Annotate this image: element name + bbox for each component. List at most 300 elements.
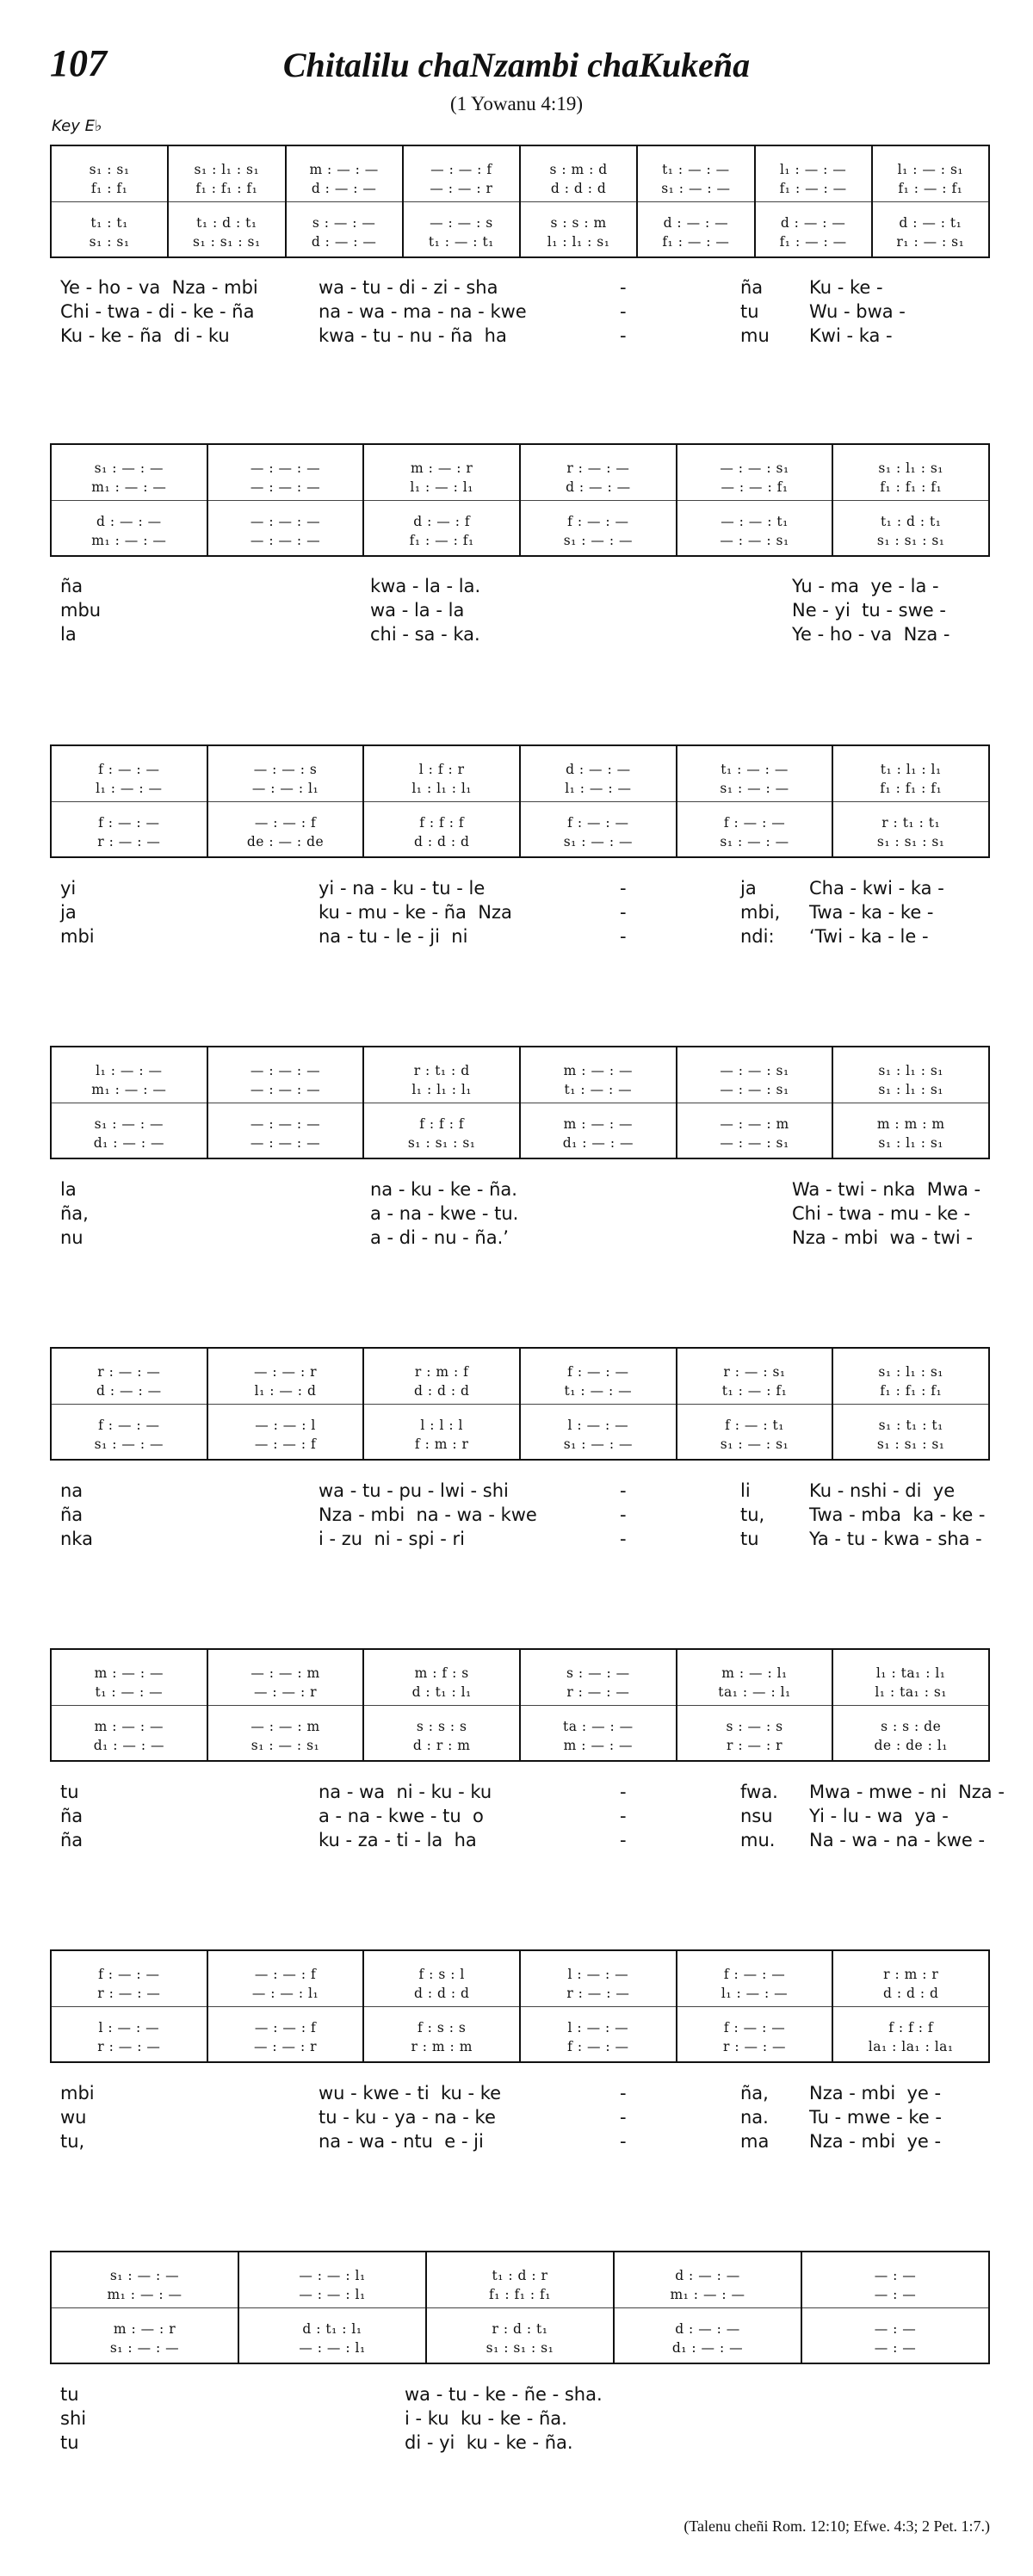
solfa-line: d : d : d [413, 1383, 470, 1399]
solfa-line: s₁ : — : — [661, 181, 731, 196]
solfa-line: d₁ : — : — [562, 1135, 634, 1151]
solfa-line: f : — : — [567, 1364, 629, 1380]
solfa-line: m : m : m [876, 1116, 945, 1132]
solfa-line: r : — : — [97, 834, 161, 849]
lyric-segment: Ku - ke - ña di - ku [60, 325, 230, 346]
solfa-line: d : — : — [566, 762, 631, 777]
solfa-line: m₁ : — : — [91, 533, 167, 548]
measure [52, 1047, 207, 1158]
hymn-title: Chitalilu chaNzambi chaKukeña [282, 46, 751, 84]
lyric-segment: mbu [60, 600, 102, 621]
lyric-line [60, 2105, 990, 2129]
lyric-segment: Kwi - ka - [809, 325, 893, 346]
solfa-line: f : — : — [98, 815, 160, 831]
measure [207, 1349, 363, 1459]
solfa-line: de : de : l₁ [874, 1738, 948, 1753]
solfa-line: — : — : f [254, 1436, 317, 1452]
solfa-line: — : — [874, 2268, 917, 2283]
lyric-segment: i - ku ku - ke - ña. [405, 2408, 567, 2429]
lyric-line [60, 1479, 990, 1503]
lyric-segment: ku - mu - ke - ña Nza [319, 902, 512, 923]
solfa-line: d : r : m [412, 1738, 471, 1753]
lyric-segment: Ku - nshi - di ye [809, 1480, 956, 1501]
solfa-line: f : — : — [98, 1967, 160, 1982]
solfa-line: s₁ : s₁ : s₁ [486, 2340, 554, 2356]
measure [207, 445, 363, 555]
solfa-line: — : — : m [720, 1116, 789, 1132]
solfa-line: s₁ : l₁ : s₁ [878, 1364, 944, 1380]
solfa-line: d : — : — [663, 215, 729, 231]
solfa-line: s₁ : — : — [720, 781, 789, 796]
solfa-line: — : — : l₁ [299, 2287, 366, 2302]
solfa-line: — : — [874, 2287, 917, 2302]
solfa-line: f : — : — [98, 1418, 160, 1433]
measure [362, 1349, 519, 1459]
lyric-segment: tu [740, 301, 759, 322]
solfa-line: — : — : — [250, 533, 321, 548]
lyrics-block [60, 1780, 1005, 1852]
solfa-line: r : — : — [566, 1986, 630, 2001]
measure [207, 1650, 363, 1760]
lyric-segment: - [620, 325, 627, 346]
solfa-line: t₁ : — : t₁ [428, 234, 494, 250]
lyric-segment: ma [740, 2131, 770, 2152]
solfa-line: s₁ : — : — [109, 2340, 180, 2356]
measure [754, 146, 871, 256]
solfa-line: s₁ : l₁ : s₁ [194, 162, 260, 177]
solfa-line: — : — : — [250, 514, 321, 529]
solfa-line: — : — : l₁ [299, 2268, 366, 2283]
lyric-segment: nsu [740, 1806, 773, 1826]
solfa-line: f₁ : f₁ : f₁ [880, 479, 943, 495]
solfa-line: t₁ : — : — [95, 1684, 164, 1700]
solfa-line: s : — : s [726, 1719, 783, 1734]
lyric-segment: ja [740, 878, 757, 899]
lyric-line [60, 1804, 990, 1828]
lyric-segment: Tu - mwe - ke - [809, 2107, 942, 2128]
solfa-line: s₁ : — : — [563, 533, 634, 548]
lyric-segment: shi [60, 2408, 87, 2429]
solfa-line: r : — : — [566, 460, 630, 476]
lyric-segment: nu [60, 1227, 84, 1248]
lyric-segment: - [620, 277, 627, 298]
solfa-line: s₁ : — : s₁ [251, 1738, 320, 1753]
measure [832, 445, 988, 555]
lyric-segment: a - di - nu - ña.’ [370, 1227, 509, 1248]
solfa-line: d : — : — [96, 1383, 162, 1399]
lyric-segment: Ne - yi tu - swe - [792, 600, 946, 621]
solfa-line: f₁ : — : — [779, 234, 847, 250]
lyric-line [60, 2382, 990, 2406]
solfa-line: t₁ : l₁ : l₁ [880, 762, 942, 777]
music-staff [50, 1648, 990, 1762]
solfa-line: l₁ : — : s₁ [897, 162, 964, 177]
solfa-line: — : — : t₁ [721, 514, 789, 529]
solfa-line: l₁ : — : — [721, 1986, 789, 2001]
music-staff [50, 744, 990, 858]
solfa-line: d : — : f [413, 514, 471, 529]
measure [676, 1349, 832, 1459]
solfa-line: m : — : l₁ [721, 1665, 788, 1681]
measure [832, 1650, 988, 1760]
lyric-segment: mu [740, 325, 770, 346]
solfa-line: l₁ : — : — [565, 781, 632, 796]
lyric-segment: na - ku - ke - ña. [370, 1179, 517, 1200]
solfa-line: l₁ : — : — [779, 162, 847, 177]
lyric-segment: Ye - ho - va Nza - mbi [60, 277, 258, 298]
solfa-line: f₁ : — : — [662, 234, 730, 250]
measure [238, 2252, 425, 2363]
lyric-segment: Nza - mbi ye - [809, 2083, 942, 2103]
lyric-segment: na - tu - le - ji ni [319, 926, 468, 947]
music-staff [50, 145, 990, 258]
lyric-segment: wa - tu - pu - lwi - shi [319, 1480, 509, 1501]
solfa-line: f : s : s [418, 2020, 467, 2035]
lyric-line [60, 1527, 990, 1551]
measure [832, 746, 988, 856]
lyric-line [60, 2406, 990, 2431]
solfa-line: — : — : — [250, 460, 321, 476]
lyric-line [60, 2431, 990, 2455]
solfa-line: f : — : — [98, 762, 160, 777]
lyric-segment: Na - wa - na - kwe - [809, 1830, 986, 1850]
solfa-line: — : — : — [250, 1063, 321, 1078]
solfa-line: m : — : — [563, 1116, 634, 1132]
solfa-line: s₁ : s₁ [89, 162, 130, 177]
lyric-segment: Nza - mbi wa - twi - [792, 1227, 973, 1248]
lyric-segment: tu [740, 1529, 759, 1549]
lyric-segment: tu - ku - ya - na - ke [319, 2107, 496, 2128]
solfa-line: d : — : — [96, 514, 162, 529]
solfa-line: s₁ : s₁ : s₁ [876, 1436, 945, 1452]
scripture-reference: (1 Yowanu 4:19) [450, 93, 583, 114]
solfa-line: t₁ : d : t₁ [196, 215, 257, 231]
lyric-segment: Nza - mbi na - wa - kwe [319, 1504, 537, 1525]
lyric-line [60, 622, 990, 646]
lyric-segment: ña [740, 277, 764, 298]
solfa-line: — : — : s₁ [720, 1082, 789, 1097]
lyric-segment: ña [60, 576, 84, 596]
lyrics-block [60, 275, 990, 348]
lyric-segment: ña, [740, 2083, 769, 2103]
solfa-line: f : — : — [723, 815, 786, 831]
measure [676, 746, 832, 856]
solfa-line: s₁ : — : — [563, 1436, 634, 1452]
lyrics-block [60, 876, 990, 948]
solfa-line: d : d : d [882, 1986, 939, 2001]
solfa-line: l : l : l [420, 1418, 463, 1433]
solfa-line: f₁ : f₁ : f₁ [488, 2287, 551, 2302]
solfa-line: m₁ : — : — [91, 1082, 167, 1097]
measure [52, 1349, 207, 1459]
solfa-line: t₁ : — : — [721, 762, 789, 777]
solfa-line: — : — : s₁ [720, 1135, 789, 1151]
solfa-line: s : — : — [566, 1665, 630, 1681]
solfa-line: d₁ : — : — [671, 2340, 744, 2356]
solfa-line: s : m : d [549, 162, 608, 177]
lyric-line [60, 2081, 990, 2105]
solfa-line: f₁ : f₁ : f₁ [195, 181, 258, 196]
lyric-segment: ña [60, 1806, 84, 1826]
solfa-line: f : f : f [888, 2020, 934, 2035]
measure [207, 746, 363, 856]
solfa-line: d : d : d [550, 181, 607, 196]
solfa-line: f : — : — [567, 815, 629, 831]
solfa-line: f₁ : — : — [779, 181, 847, 196]
solfa-line: — : — : — [250, 1116, 321, 1132]
solfa-line: — : — : s₁ [720, 1063, 789, 1078]
measure [519, 1650, 676, 1760]
solfa-line: ta₁ : — : l₁ [718, 1684, 791, 1700]
lyric-segment: - [620, 2131, 627, 2152]
solfa-line: s : — : — [312, 215, 376, 231]
solfa-line: s₁ : — : s₁ [720, 1436, 789, 1452]
solfa-line: la₁ : la₁ : la₁ [868, 2039, 954, 2054]
solfa-line: f₁ : f₁ [90, 181, 128, 196]
measure [362, 746, 519, 856]
solfa-line: t₁ : — : — [564, 1383, 633, 1399]
lyric-line [60, 876, 990, 900]
solfa-line: t₁ : d : t₁ [880, 514, 942, 529]
solfa-line: m₁ : — : — [91, 479, 167, 495]
measure [832, 1047, 988, 1158]
solfa-line: m : — : — [94, 1665, 164, 1681]
solfa-line: r : d : t₁ [492, 2321, 548, 2337]
solfa-line: r : t₁ : t₁ [881, 815, 941, 831]
measure [285, 146, 402, 256]
solfa-line: l : — : — [567, 2020, 629, 2035]
lyric-segment: yi [60, 878, 77, 899]
solfa-line: s₁ : — : — [94, 1436, 164, 1452]
solfa-line: t₁ : t₁ [90, 215, 128, 231]
footnote: (Talenu cheñi Rom. 12:10; Efwe. 4:3; 2 Pet. 1:7.) [684, 2517, 990, 2535]
solfa-line: f : — : — [723, 1967, 786, 1982]
measure [519, 1951, 676, 2061]
lyric-line [60, 324, 990, 348]
lyric-segment: na [60, 1480, 84, 1501]
solfa-line: — : — : m [251, 1719, 320, 1734]
solfa-line: — : — : s [253, 762, 318, 777]
lyric-segment: - [620, 1782, 627, 1802]
lyric-segment: - [620, 1806, 627, 1826]
solfa-line: f : f : f [419, 815, 465, 831]
lyric-segment: tu [60, 2384, 79, 2405]
solfa-line: l₁ : — : d [254, 1383, 317, 1399]
lyric-segment: Ku - ke - [809, 277, 883, 298]
lyric-segment: kwa - la - la. [370, 576, 481, 596]
measure [207, 1047, 363, 1158]
solfa-line: f : — : — [567, 2039, 629, 2054]
solfa-line: l₁ : ta₁ : l₁ [875, 1665, 946, 1681]
solfa-line: l : — : — [567, 1967, 629, 1982]
measure [832, 1349, 988, 1459]
solfa-line: f₁ : f₁ : f₁ [880, 781, 943, 796]
lyric-segment: ndi: [740, 926, 775, 947]
solfa-line: m : — : — [563, 1063, 634, 1078]
solfa-line: — : — : l₁ [251, 1986, 319, 2001]
solfa-line: l₁ : l₁ : l₁ [411, 1082, 473, 1097]
solfa-line: f : m : r [414, 1436, 469, 1452]
lyric-segment: wa - tu - di - zi - sha [319, 277, 498, 298]
solfa-line: l₁ : l₁ : l₁ [411, 781, 473, 796]
solfa-line: d : — : — [311, 234, 377, 250]
lyric-segment: nka [60, 1529, 93, 1549]
lyric-segment: - [620, 2083, 627, 2103]
measure [52, 146, 167, 256]
solfa-line: s₁ : s₁ : s₁ [193, 234, 261, 250]
lyric-line [60, 1780, 1005, 1804]
measure [801, 2252, 988, 2363]
solfa-line: m : — : — [94, 1719, 164, 1734]
key-signature: Key E♭ [52, 117, 102, 135]
music-staff [50, 1949, 990, 2063]
solfa-line: — : — : r [253, 1684, 318, 1700]
solfa-line: s₁ : l₁ : s₁ [878, 460, 944, 476]
solfa-line: l₁ : l₁ : s₁ [547, 234, 610, 250]
solfa-line: r : — : — [722, 2039, 787, 2054]
solfa-line: d : — : — [566, 479, 631, 495]
lyric-segment: wu - kwe - ti ku - ke [319, 2083, 502, 2103]
solfa-line: s₁ : l₁ : s₁ [878, 1063, 944, 1078]
solfa-line: d : t₁ : l₁ [302, 2321, 362, 2337]
solfa-line: m₁ : — : — [670, 2287, 745, 2302]
lyric-segment: mu. [740, 1830, 776, 1850]
solfa-line: s₁ : — : — [720, 834, 789, 849]
solfa-line: s₁ : l₁ : s₁ [878, 1135, 944, 1151]
solfa-line: — : — : s₁ [720, 460, 789, 476]
solfa-line: — : — : l₁ [299, 2340, 366, 2356]
lyric-segment: mbi [60, 926, 95, 947]
measure [832, 1951, 988, 2061]
solfa-line: — : — : f [254, 815, 317, 831]
measure [636, 146, 753, 256]
lyric-line [60, 598, 990, 622]
solfa-line: s₁ : s₁ : s₁ [407, 1135, 476, 1151]
lyric-segment: a - na - kwe - tu. [370, 1203, 519, 1224]
lyric-segment: ‘Twi - ka - le - [809, 926, 929, 947]
lyric-segment: na - wa ni - ku - ku [319, 1782, 492, 1802]
solfa-line: d : — : — [675, 2321, 740, 2337]
lyric-segment: - [620, 878, 627, 899]
measure [613, 2252, 801, 2363]
solfa-line: s₁ : — : — [94, 1116, 164, 1132]
solfa-line: l : — : — [567, 1418, 629, 1433]
measure [519, 445, 676, 555]
measure [676, 1650, 832, 1760]
solfa-line: — : — : l₁ [251, 781, 319, 796]
measure [676, 445, 832, 555]
lyric-segment: wa - tu - ke - ñe - sha. [405, 2384, 603, 2405]
solfa-line: m : — : — [309, 162, 379, 177]
lyric-segment: - [620, 1529, 627, 1549]
lyric-segment: - [620, 1504, 627, 1525]
lyric-segment: Wa - twi - nka Mwa - [792, 1179, 981, 1200]
lyric-line [60, 1226, 990, 1250]
solfa-line: r : t₁ : d [413, 1063, 470, 1078]
solfa-line: l₁ : — : — [96, 781, 163, 796]
lyric-segment: Yi - lu - wa ya - [809, 1806, 949, 1826]
lyric-segment: - [620, 1830, 627, 1850]
lyric-segment: ku - za - ti - la ha [319, 1830, 477, 1850]
solfa-line: f₁ : — : f₁ [409, 533, 474, 548]
lyric-segment: ña, [60, 1203, 89, 1224]
solfa-line: r : — : — [97, 1986, 161, 2001]
measure [519, 1349, 676, 1459]
measure [52, 1650, 207, 1760]
measure [519, 1047, 676, 1158]
lyrics-block [60, 1177, 990, 1250]
solfa-line: m : f : s [414, 1665, 469, 1681]
lyric-line [60, 924, 990, 948]
solfa-line: de : — : de [246, 834, 325, 849]
measure [402, 146, 519, 256]
lyric-segment: wa - la - la [370, 600, 465, 621]
lyric-segment: Nza - mbi ye - [809, 2131, 942, 2152]
lyric-segment: chi - sa - ka. [370, 624, 480, 645]
solfa-line: d : d : d [413, 1986, 470, 2001]
solfa-line: — : — : r [253, 2039, 318, 2054]
measure [52, 2252, 238, 2363]
solfa-line: t₁ : — : — [564, 1082, 633, 1097]
measure [871, 146, 988, 256]
solfa-line: r : — : — [97, 1364, 161, 1380]
lyric-segment: Twa - mba ka - ke - [809, 1504, 986, 1525]
solfa-line: d : — : — [311, 181, 377, 196]
lyric-line [60, 1177, 990, 1202]
measure [519, 746, 676, 856]
lyric-line [60, 1503, 990, 1527]
solfa-line: t₁ : — : — [662, 162, 730, 177]
solfa-line: d : d : d [413, 834, 470, 849]
solfa-line: ta : — : — [563, 1719, 634, 1734]
lyric-segment: mbi [60, 2083, 95, 2103]
music-staff [50, 1046, 990, 1159]
lyric-line [60, 275, 990, 300]
lyrics-block [60, 2382, 990, 2455]
solfa-line: m₁ : — : — [107, 2287, 182, 2302]
solfa-line: s₁ : s₁ : s₁ [876, 533, 945, 548]
lyric-segment: li [740, 1480, 751, 1501]
solfa-line: r : — : — [566, 1684, 630, 1700]
solfa-line: l : f : r [418, 762, 465, 777]
solfa-line: s : s : m [550, 215, 607, 231]
lyric-segment: - [620, 1480, 627, 1501]
lyric-segment: tu [60, 1782, 79, 1802]
lyric-segment: Ye - ho - va Nza - [792, 624, 950, 645]
solfa-line: — : — : f [254, 2020, 317, 2035]
hymn-number: 107 [50, 42, 107, 84]
solfa-line: s : s : de [881, 1719, 942, 1734]
lyric-segment: fwa. [740, 1782, 778, 1802]
lyric-line [60, 1828, 990, 1852]
lyric-segment: Cha - kwi - ka - [809, 878, 944, 899]
solfa-line: l₁ : — : l₁ [410, 479, 473, 495]
lyric-segment: yi - na - ku - tu - le [319, 878, 486, 899]
lyric-segment: Wu - bwa - [809, 301, 906, 322]
solfa-line: s₁ : t₁ : t₁ [878, 1418, 943, 1433]
measure [167, 146, 284, 256]
solfa-line: — : — : s [430, 215, 493, 231]
lyric-segment: mbi, [740, 902, 781, 923]
lyric-segment: - [620, 2107, 627, 2128]
solfa-line: d₁ : — : — [93, 1738, 164, 1753]
solfa-line: — : — : r [430, 181, 493, 196]
solfa-line: f : — : — [723, 2020, 786, 2035]
solfa-line: d : t₁ : l₁ [411, 1684, 472, 1700]
solfa-line: — : — : f [254, 1967, 317, 1982]
solfa-line: d : — : — [675, 2268, 740, 2283]
measure [519, 146, 636, 256]
